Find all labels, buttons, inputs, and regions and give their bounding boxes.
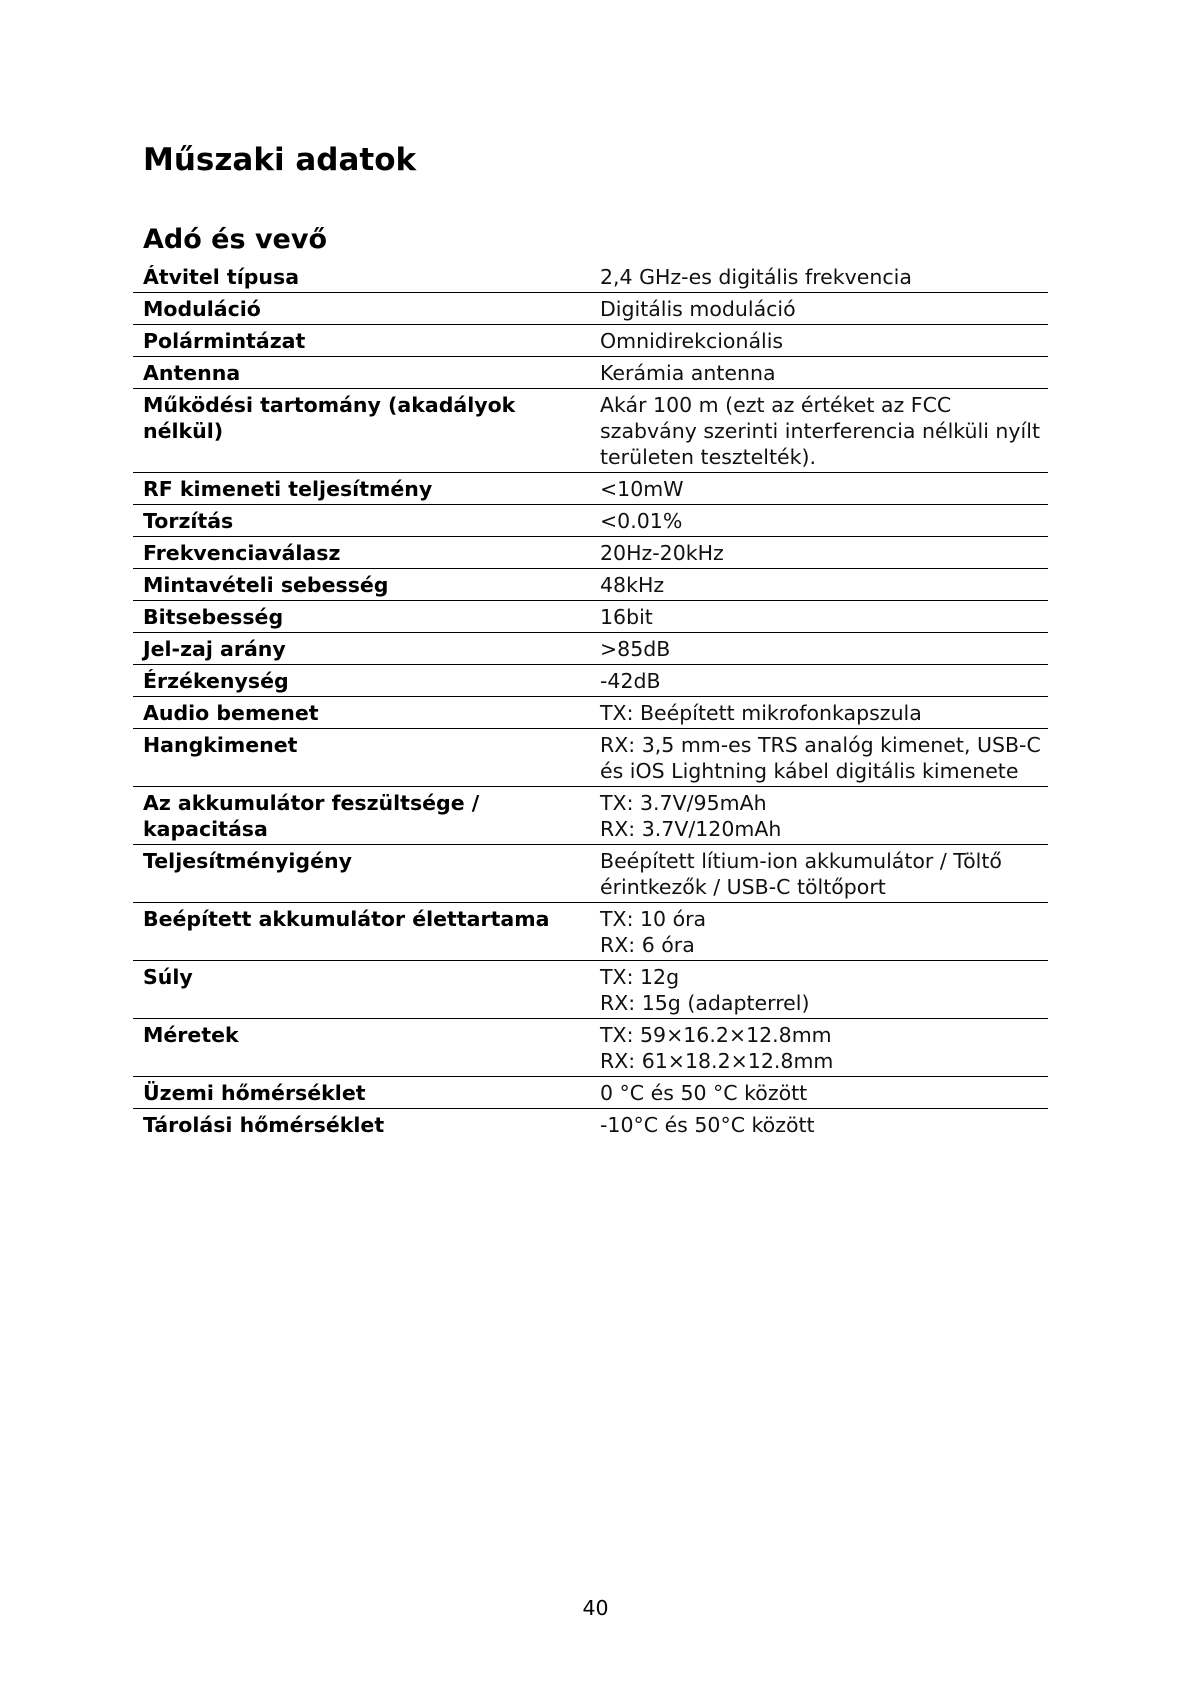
spec-row [133,325,1048,357]
spec-label: Működési tartomány (akadályok nélkül) [133,389,590,473]
spec-label: Súly [133,961,590,1019]
spec-row [133,1019,1048,1077]
spec-value [590,787,1048,845]
spec-value [590,601,1048,633]
spec-value [590,505,1048,537]
spec-value-line: -10°C és 50°C között [600,1113,815,1137]
spec-label: Hangkimenet [133,729,590,787]
spec-row [133,357,1048,389]
spec-label: Jel-zaj arány [133,633,590,665]
spec-label: Érzékenység [133,665,590,697]
spec-value-line: TX: 12g [600,965,680,989]
spec-row [133,903,1048,961]
spec-label: Moduláció [133,293,590,325]
spec-label: Méretek [133,1019,590,1077]
section-title: Adó és vevő [143,224,328,255]
specifications-table-body [133,261,1048,1140]
spec-value-line: <0.01% [600,509,683,533]
spec-value [590,697,1048,729]
specifications-table [133,261,1048,1140]
spec-row [133,261,1048,293]
spec-row [133,389,1048,473]
spec-value [590,325,1048,357]
spec-label: Tárolási hőmérséklet [143,1113,385,1137]
spec-value [590,261,1048,293]
spec-value-line: RX: 15g (adapterrel) [600,991,810,1015]
spec-value-line: -42dB [600,669,661,693]
spec-row [133,697,1048,729]
spec-value-line: <10mW [600,477,684,501]
spec-label: Mintavételi sebesség [133,569,590,601]
spec-value [590,569,1048,601]
spec-value [590,903,1048,961]
spec-value-line: Kerámia antenna [600,361,776,385]
spec-value-line: Omnidirekcionális [600,329,784,353]
spec-row [133,473,1048,505]
spec-value-line: Digitális moduláció [600,297,796,321]
spec-row [133,505,1048,537]
spec-value-line: Akár 100 m (ezt az értéket az FCC szabvány szerinti interferencia nélküli nyílt területen tesztelték). [600,393,1040,469]
spec-value [590,1109,1048,1141]
spec-value-line: >85dB [600,637,671,661]
spec-value-line: 16bit [600,605,653,629]
page-number: 40 [582,1596,609,1620]
spec-label: Bitsebesség [133,601,590,633]
spec-value [590,357,1048,389]
spec-label: Üzemi hőmérséklet [133,1077,590,1109]
spec-value-line: TX: 59×16.2×12.8mm [600,1023,832,1047]
spec-row [133,293,1048,325]
spec-label: Az akkumulátor feszültsége / kapacitása [133,787,590,845]
spec-value-line: RX: 61×18.2×12.8mm [600,1049,834,1073]
spec-value [590,1077,1048,1109]
spec-value-line: 48kHz [600,573,665,597]
spec-row [133,665,1048,697]
spec-row [133,729,1048,787]
spec-row [133,601,1048,633]
spec-row [133,537,1048,569]
spec-label: Frekvenciaválasz [133,537,590,569]
spec-label: Átvitel típusa [133,261,590,293]
spec-value-line: RX: 6 óra [600,933,695,957]
spec-value [590,293,1048,325]
spec-row [133,787,1048,845]
spec-label: Audio bemenet [133,697,590,729]
spec-row [133,633,1048,665]
spec-value [590,633,1048,665]
spec-row [133,961,1048,1019]
spec-value [590,729,1048,787]
spec-value [590,389,1048,473]
spec-value-line: TX: 3.7V/95mAh [600,791,767,815]
spec-value [590,473,1048,505]
spec-value-line: Beépített lítium-ion akkumulátor / Töltő érintkezők / USB-C töltőport [600,849,1002,899]
spec-label: Polármintázat [133,325,590,357]
spec-label: Teljesítményigény [133,845,590,903]
spec-row [133,845,1048,903]
spec-value-line: 0 °C és 50 °C között [600,1081,808,1105]
spec-label: Torzítás [133,505,590,537]
spec-value-line: 2,4 GHz-es digitális frekvencia [600,265,912,289]
spec-row [133,1077,1048,1109]
spec-value-line: RX: 3,5 mm-es TRS analóg kimenet, USB-C és iOS Lightning kábel digitális kimenete [600,733,1041,783]
spec-value-line: TX: 10 óra [600,907,707,931]
spec-row [133,1109,1048,1141]
spec-value-line: RX: 3.7V/120mAh [600,817,782,841]
spec-value [590,845,1048,903]
spec-label: Antenna [133,357,590,389]
spec-value [590,1019,1048,1077]
spec-value-line: 20Hz-20kHz [600,541,724,565]
spec-label: RF kimeneti teljesítmény [133,473,590,505]
spec-value [590,665,1048,697]
spec-row [133,569,1048,601]
spec-value-line: TX: Beépített mikrofonkapszula [600,701,922,725]
spec-value [590,537,1048,569]
spec-value [590,961,1048,1019]
spec-label: Beépített akkumulátor élettartama [133,903,590,961]
page-title: Műszaki adatok [143,142,417,178]
